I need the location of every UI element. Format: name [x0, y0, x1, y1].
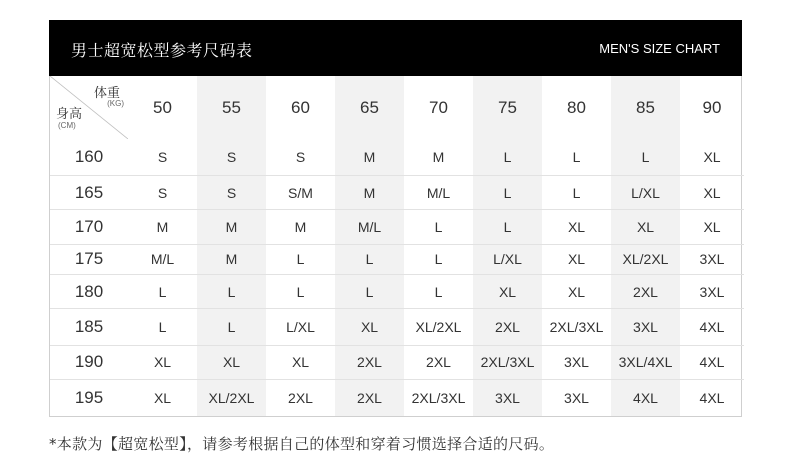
chart-title: 男士超宽松型参考尺码表: [71, 41, 253, 60]
size-cell: XL: [542, 244, 611, 274]
weight-col-header: 80: [567, 97, 586, 117]
size-cell: M: [404, 139, 473, 175]
size-cell: L: [335, 274, 404, 308]
table-row: [50, 274, 744, 308]
size-cell: XL: [153, 390, 172, 407]
height-row-header: 165: [50, 175, 128, 209]
size-cell: L: [128, 274, 197, 308]
size-cell: 2XL: [473, 309, 542, 345]
fit-note: *本款为【超宽松型】，请参考根据自己的体型和穿着习惯选择合适的尺码。: [49, 435, 555, 453]
size-cell: 3XL: [680, 244, 744, 274]
size-cell: M/L: [404, 175, 473, 209]
size-cell: XL: [680, 139, 744, 175]
size-cell: XL/2XL: [197, 380, 266, 416]
size-cell: S: [128, 139, 197, 175]
size-cell: S: [197, 175, 266, 209]
size-cell: L: [473, 210, 542, 244]
table-row: [50, 139, 744, 175]
weight-col-header: 90: [702, 97, 722, 117]
size-cell: L: [473, 139, 542, 175]
size-cell: M: [197, 244, 266, 274]
size-cell: 2XL: [404, 345, 473, 379]
height-row-header: 195: [74, 388, 104, 408]
size-cell: XL/2XL: [611, 244, 680, 274]
weight-col-header: 50: [153, 97, 172, 117]
size-cell: M/L: [335, 210, 404, 244]
height-unit: (CM): [58, 121, 76, 130]
size-cell: L: [404, 274, 473, 308]
weight-col-header: 85: [611, 76, 680, 139]
size-cell: M/L: [128, 244, 197, 274]
size-cell: 4XL: [680, 345, 744, 379]
chart-header: [49, 20, 742, 76]
size-cell: XL: [542, 274, 611, 308]
size-cell: M: [266, 210, 335, 244]
size-cell: L: [473, 175, 542, 209]
size-cell: 2XL: [335, 380, 404, 416]
table-row: [50, 244, 744, 274]
height-row-header: 170: [50, 210, 128, 244]
size-cell: L/XL: [266, 309, 335, 345]
size-cell: L: [611, 139, 680, 175]
size-cell: 3XL: [564, 390, 589, 407]
size-cell: XL: [128, 345, 197, 379]
size-cell: L: [128, 309, 197, 345]
size-cell: XL: [266, 345, 335, 379]
size-grid: [50, 76, 744, 416]
size-cell: XL: [542, 210, 611, 244]
size-cell: L: [404, 244, 473, 274]
weight-header-row: [50, 76, 744, 139]
size-cell: XL: [473, 274, 542, 308]
size-cell: 2XL/3XL: [411, 390, 466, 407]
size-cell: XL: [197, 345, 266, 379]
size-cell: 3XL: [542, 345, 611, 379]
size-cell: M: [128, 210, 197, 244]
weight-col-header: 65: [335, 76, 404, 139]
size-cell: 2XL: [611, 274, 680, 308]
size-cell: 3XL: [680, 274, 744, 308]
size-cell: S: [128, 175, 197, 209]
size-cell: L: [404, 210, 473, 244]
size-cell: 2XL: [288, 390, 313, 407]
height-row-header: 175: [50, 244, 128, 274]
weight-col-header: 60: [291, 97, 310, 117]
size-cell: L: [335, 244, 404, 274]
size-cell: S/M: [266, 175, 335, 209]
size-cell: L: [542, 139, 611, 175]
size-cell: M: [335, 175, 404, 209]
weight-col-header: 55: [197, 76, 266, 139]
size-cell: S: [266, 139, 335, 175]
size-cell: 3XL: [473, 380, 542, 416]
table-row: [50, 345, 744, 379]
height-label: 身高: [56, 106, 83, 121]
corner-cell: [50, 76, 128, 139]
size-cell: S: [197, 139, 266, 175]
size-cell: 3XL: [611, 309, 680, 345]
size-cell: XL: [335, 309, 404, 345]
height-row-header: 190: [50, 345, 128, 379]
height-row-header: 185: [50, 309, 128, 345]
size-cell: 2XL: [335, 345, 404, 379]
weight-col-header: 75: [473, 76, 542, 139]
size-cell: L: [197, 274, 266, 308]
size-table: [49, 76, 742, 417]
size-cell: 2XL/3XL: [542, 309, 611, 345]
weight-col-header: 70: [429, 97, 448, 117]
table-row: [50, 309, 744, 345]
table-row: [50, 380, 744, 416]
size-cell: L: [266, 244, 335, 274]
weight-label: 体重: [93, 85, 120, 100]
size-cell: 4XL: [680, 309, 744, 345]
size-cell: L/XL: [611, 175, 680, 209]
size-cell: M: [335, 139, 404, 175]
table-row: [50, 175, 744, 209]
height-row-header: 180: [50, 274, 128, 308]
size-cell: 4XL: [699, 390, 725, 407]
size-cell: XL/2XL: [404, 309, 473, 345]
size-cell: XL: [680, 210, 744, 244]
size-cell: M: [197, 210, 266, 244]
size-cell: 3XL/4XL: [611, 345, 680, 379]
size-cell: L/XL: [473, 244, 542, 274]
size-cell: L: [197, 309, 266, 345]
size-cell: 2XL/3XL: [473, 345, 542, 379]
size-cell: 4XL: [611, 380, 680, 416]
table-row: [50, 210, 744, 244]
size-cell: XL: [611, 210, 680, 244]
height-row-header: 160: [50, 139, 128, 175]
weight-unit: (KG): [107, 99, 124, 108]
size-cell: L: [542, 175, 611, 209]
chart-title-english: MEN'S SIZE CHART: [599, 41, 720, 56]
size-cell: L: [266, 274, 335, 308]
size-cell: XL: [680, 175, 744, 209]
